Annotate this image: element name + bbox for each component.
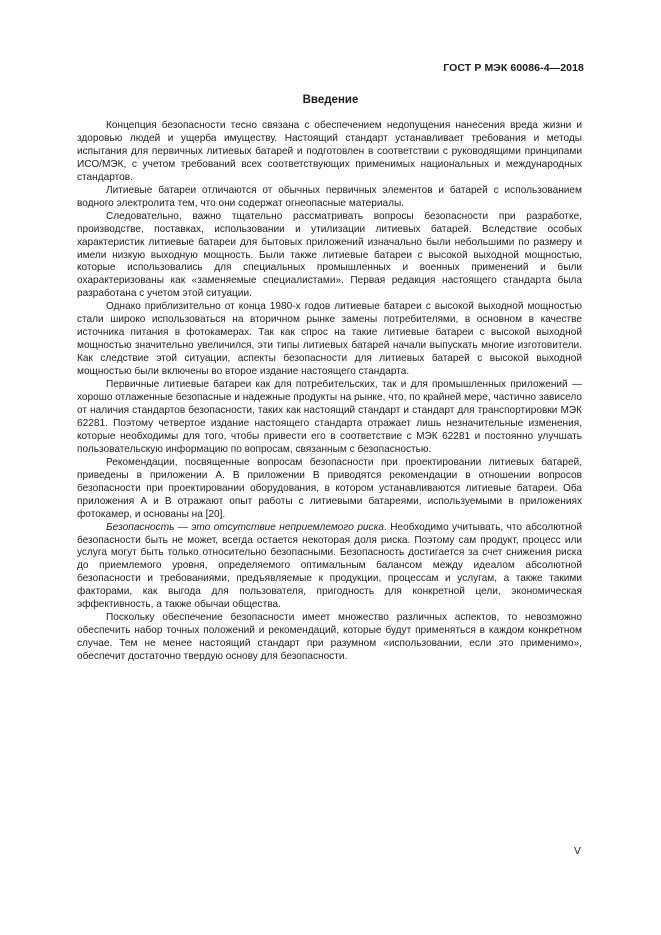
document-code: ГОСТ Р МЭК 60086-4—2018 <box>443 62 584 74</box>
safety-definition: — это отсутствие неприемлемого риска <box>174 521 384 533</box>
paragraph-4: Однако приблизительно от конца 1980-х годов литиевые батареи с высокой выходной мощностью стали широко использоваться на вторичном рынке замены потребителями, в основном в качестве источника питания в фотокамерах. Так как спрос на такие литиевые батареи с высокой выходной мощностью значительно увеличился, эти типы литиевых батарей начали выпускать многие изготовители. Как следствие этой ситуации, аспекты безопасности для литиевых батарей с высокой выходной мощностью были включены во второе издание настоящего стандарта. <box>77 301 582 378</box>
paragraph-6: Рекомендации, посвященные вопросам безопасности при проектировании литиевых батарей, приведены в приложении А. В приложении В приводятся рекомендации в отношении вопросов безопасности при проектировании оборудования, в котором устанавливаются литиевые батареи. Оба приложения А и В отражают опыт работы с литиевыми батареями, используемыми в приложениях фотокамер, и основаны на [20]. <box>77 456 582 520</box>
paragraph-7-definition <box>77 522 582 613</box>
safety-term: Безопасность <box>106 521 175 533</box>
paragraph-8: Поскольку обеспечение безопасности имеет множество различных аспектов, то невозможно обеспечить набор точных положений и рекомендаций, которые будут применяться в каждом конкретном случае. Тем не менее настоящий стандарт при разумном «использовании, если это применимо», обеспечит достаточно твердую основу для безопасности. <box>77 612 582 663</box>
body-text <box>77 120 582 664</box>
paragraph-5: Первичные литиевые батареи как для потребительских, так и для промышленных приложений — хорошо отлаженные безопасные и надежные продукты на рынке, что, по крайней мере, частично зависело от наличия стандартов безопасности, таких как настоящий стандарт и стандарт для транспортировки МЭК 62281. Поэтому четвертое издание настоящего стандарта отражает лишь незначительные изменения, которые необходимы для того, чтобы привести его в соответствие с МЭК 62281 и постоянно улучшать пользовательскую информацию по вопросам, связанным с безопасностью. <box>77 379 582 455</box>
definition-rest: . Необходимо учитывать, что абсолютной безопасности быть не может, всегда остается некоторая доля риска. Поэтому сам продукт, процесс или услуга могут быть только относительно безопасными. Безопасность достигается за счет снижения риска до приемлемого уровня, определяемого оптимальным балансом между идеалом абсолютной безопасности и требованиями, предъявляемые к продукции, процессам и услугам, а также такими факторами, как выгода для пользователя, пригодность для конкретной цели, экономическая эффективность, а также обычаи общества. <box>77 521 582 611</box>
paragraph-1: Концепция безопасности тесно связана с обеспечением недопущения нанесения вреда жизни и здоровью людей и ущерба имуществу. Настоящий стандарт устанавливает требования и методы испытания для первичных литиевых батарей и подготовлен в соответствии с руководящими принципами ИСО/МЭК, с учетом требований всех соответствующих применимых национальных и международных стандартов. <box>77 120 582 183</box>
paragraph-3: Следовательно, важно тщательно рассматривать вопросы безопасности при разработке, производстве, поставках, использовании и утилизации литиевых батарей. Вследствие особых характеристик литиевые батареи для бытовых приложений изначально были небольшими по размеру и имели низкую выходную мощность. Были также литиевые батареи с высокой выходной мощностью, которые использовались для специальных промышленных и военных применений и были охарактеризованы как «заменяемые специалистами». Первая редакция настоящего стандарта была разработана с учетом этой ситуации. <box>77 210 582 300</box>
paragraph-2: Литиевые батареи отличаются от обычных первичных элементов и батарей с использованием водного электролита тем, что они содержат огнеопасные материалы. <box>77 184 582 209</box>
page-number: V <box>573 845 581 857</box>
section-title: Введение <box>302 94 359 106</box>
